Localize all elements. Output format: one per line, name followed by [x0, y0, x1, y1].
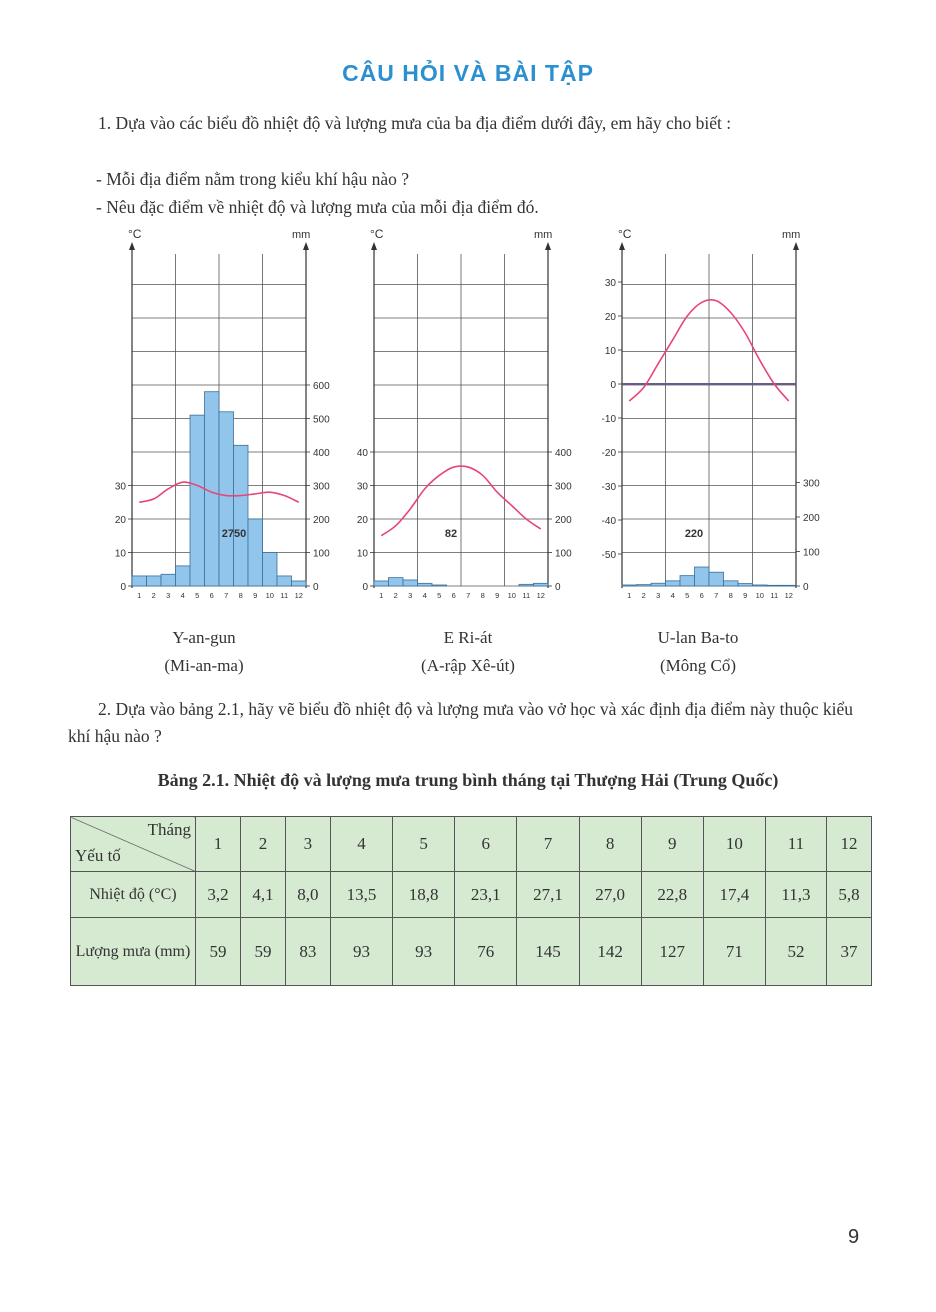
- left-unit-label: °C: [370, 227, 384, 241]
- month-header: 11: [766, 817, 827, 872]
- table-row-rainfall: [71, 918, 872, 986]
- table-cell: 37: [826, 918, 871, 986]
- month-tick-label: 7: [466, 591, 471, 600]
- rainfall-bar: [205, 392, 220, 586]
- left-axis-arrow: [371, 242, 377, 250]
- table-cell: 27,0: [579, 872, 641, 918]
- month-tick-label: 7: [224, 591, 229, 600]
- table-cell: 18,8: [393, 872, 455, 918]
- left-axis-arrow: [129, 242, 135, 250]
- question-1-bullet: - Mỗi địa điểm nằm trong kiểu khí hậu nào ?: [96, 169, 409, 189]
- month-header: 12: [826, 817, 871, 872]
- rainfall-bar: [695, 567, 710, 586]
- location-country: (Mi-an-ma): [164, 656, 244, 675]
- month-tick-label: 3: [656, 591, 661, 600]
- rainfall-bar: [534, 583, 549, 586]
- table-cell: 3,2: [196, 872, 241, 918]
- rain-tick-label: 100: [555, 548, 572, 560]
- rainfall-bar: [418, 583, 433, 586]
- temp-tick-label: 20: [114, 515, 126, 526]
- month-tick-label: 8: [238, 591, 243, 600]
- month-tick-label: 2: [151, 591, 156, 600]
- rainfall-bar: [622, 585, 637, 586]
- rainfall-bar: [190, 415, 205, 586]
- month-tick-label: 3: [408, 591, 413, 600]
- right-unit-label: mm: [292, 229, 311, 241]
- left-unit-label: °C: [128, 227, 142, 241]
- month-header: 6: [455, 817, 517, 872]
- table-cell: 76: [455, 918, 517, 986]
- month-tick-label: 5: [195, 591, 200, 600]
- section-title: CÂU HỎI VÀ BÀI TẬP: [342, 60, 594, 86]
- rain-tick-label: 200: [313, 515, 330, 526]
- rain-tick-label: 300: [555, 481, 572, 493]
- rain-tick-label: 100: [803, 547, 820, 559]
- month-header: 10: [703, 817, 765, 872]
- month-tick-label: 6: [699, 591, 704, 600]
- month-tick-label: 7: [714, 591, 719, 600]
- month-header: 3: [285, 817, 330, 872]
- question-2-text: 2. Dựa vào bảng 2.1, hãy vẽ biểu đồ nhiệt độ và lượng mưa vào vở học và xác định địa điểm này thuộc kiểu khí hậu nào ?: [68, 699, 854, 746]
- rainfall-bar: [724, 581, 739, 586]
- rainfall-bar: [292, 581, 307, 586]
- rain-tick-label: 400: [313, 448, 330, 459]
- month-header: 1: [196, 817, 241, 872]
- rainfall-bar: [782, 585, 797, 586]
- table-cell: 13,5: [330, 872, 392, 918]
- temp-tick-label: 10: [114, 548, 126, 560]
- rainfall-bar: [709, 572, 724, 586]
- month-header: 9: [641, 817, 703, 872]
- month-tick-label: 11: [770, 591, 779, 600]
- rainfall-bar: [147, 576, 162, 586]
- table-cell: 17,4: [703, 872, 765, 918]
- temp-tick-label: 0: [120, 582, 126, 593]
- right-axis-arrow: [303, 242, 309, 250]
- table-cell: 27,1: [517, 872, 579, 918]
- chart-location-riyadh: [368, 624, 568, 680]
- right-axis-arrow: [545, 242, 551, 250]
- month-tick-label: 10: [755, 591, 764, 600]
- month-tick-label: 6: [451, 591, 456, 600]
- month-tick-label: 1: [627, 591, 632, 600]
- table-cell: 93: [393, 918, 455, 986]
- table-cell: 127: [641, 918, 703, 986]
- month-header: 5: [393, 817, 455, 872]
- month-tick-label: 8: [480, 591, 485, 600]
- month-tick-label: 12: [536, 591, 545, 600]
- chart-location-ulaanbaatar: [598, 624, 798, 680]
- rainfall-bar: [637, 585, 652, 586]
- month-tick-label: 2: [393, 591, 398, 600]
- month-tick-label: 1: [137, 591, 142, 600]
- table-cell: 52: [766, 918, 827, 986]
- rainfall-bar: [519, 584, 534, 586]
- header-factor-label: Yếu tố: [75, 846, 121, 865]
- temp-tick-label: -30: [601, 482, 616, 493]
- month-tick-label: 12: [294, 591, 303, 600]
- temp-tick-label: 0: [362, 582, 368, 593]
- rain-tick-label: 200: [803, 513, 820, 524]
- rainfall-bar: [248, 519, 263, 586]
- month-tick-label: 1: [379, 591, 384, 600]
- temp-tick-label: -40: [601, 516, 616, 527]
- page-number: 9: [848, 1226, 860, 1248]
- rainfall-bar: [277, 576, 292, 586]
- chart-location-yangon: [104, 624, 304, 680]
- month-tick-label: 4: [422, 591, 427, 600]
- table-header-row: [71, 817, 872, 872]
- table-cell: 93: [330, 918, 392, 986]
- rainfall-bar: [132, 576, 147, 586]
- temp-tick-label: -50: [601, 550, 616, 561]
- row-label: Lượng mưa (mm): [71, 918, 196, 986]
- left-axis-arrow: [619, 242, 625, 250]
- rainfall-bar: [753, 585, 768, 586]
- location-country: (Mông Cổ): [659, 656, 737, 675]
- rain-tick-label: 0: [555, 582, 561, 593]
- temp-tick-label: 30: [114, 481, 126, 493]
- right-unit-label: mm: [782, 229, 801, 241]
- rain-tick-label: 300: [803, 478, 820, 490]
- table-cell: 4,1: [240, 872, 285, 918]
- rainfall-bar: [234, 445, 249, 586]
- rainfall-bar: [767, 585, 782, 586]
- rainfall-bar: [666, 581, 681, 586]
- rainfall-bar: [738, 584, 753, 586]
- rainfall-bar: [432, 585, 447, 586]
- right-unit-label: mm: [534, 229, 553, 241]
- climate-table: [70, 816, 872, 986]
- location-country: (A-rập Xê-út): [421, 656, 515, 675]
- month-header: 2: [240, 817, 285, 872]
- rainfall-bar: [651, 583, 666, 586]
- climate-chart-yangon: [114, 226, 330, 606]
- rain-tick-label: 100: [313, 548, 330, 560]
- rain-tick-label: 0: [313, 582, 319, 593]
- table-cell: 5,8: [826, 872, 871, 918]
- rainfall-bar: [176, 566, 191, 586]
- month-tick-label: 3: [166, 591, 171, 600]
- temp-tick-label: 20: [604, 312, 616, 323]
- rainfall-bar: [680, 576, 695, 586]
- temp-tick-label: 30: [356, 481, 368, 493]
- month-header: 4: [330, 817, 392, 872]
- temp-tick-label: -20: [601, 448, 616, 459]
- month-tick-label: 5: [685, 591, 690, 600]
- table-row-temperature: [71, 872, 872, 918]
- month-tick-label: 9: [495, 591, 500, 600]
- rain-tick-label: 600: [313, 381, 330, 392]
- annual-rainfall-label: 82: [444, 528, 458, 540]
- month-tick-label: 5: [437, 591, 442, 600]
- month-header: 8: [579, 817, 641, 872]
- month-tick-label: 11: [280, 591, 289, 600]
- table-cell: 8,0: [285, 872, 330, 918]
- temp-tick-label: 0: [610, 380, 616, 391]
- month-tick-label: 2: [641, 591, 646, 600]
- table-cell: 145: [517, 918, 579, 986]
- left-unit-label: °C: [618, 227, 632, 241]
- month-tick-label: 12: [784, 591, 793, 600]
- month-tick-label: 9: [253, 591, 258, 600]
- month-tick-label: 10: [507, 591, 516, 600]
- temp-tick-label: 20: [356, 515, 368, 526]
- rainfall-bar: [161, 574, 176, 586]
- rainfall-bar: [403, 580, 418, 586]
- table-cell: 142: [579, 918, 641, 986]
- location-name: E Ri-át: [443, 628, 493, 647]
- rain-tick-label: 400: [555, 448, 572, 459]
- month-tick-label: 10: [265, 591, 274, 600]
- table-cell: 23,1: [455, 872, 517, 918]
- table-caption: Bảng 2.1. Nhiệt độ và lượng mưa trung bình tháng tại Thượng Hải (Trung Quốc): [157, 770, 779, 790]
- rain-tick-label: 300: [313, 481, 330, 493]
- right-axis-arrow: [793, 242, 799, 250]
- table-cell: 83: [285, 918, 330, 986]
- header-month-label: Tháng: [147, 820, 191, 839]
- rainfall-bar: [374, 581, 389, 586]
- annual-rainfall-label: 2750: [221, 528, 247, 540]
- table-cell: 59: [240, 918, 285, 986]
- table-cell: 59: [196, 918, 241, 986]
- row-label: Nhiệt độ (°C): [71, 872, 196, 918]
- climate-chart-riyadh: [356, 226, 581, 606]
- rainfall-bar: [219, 412, 234, 586]
- month-tick-label: 6: [209, 591, 214, 600]
- table-corner-header: [71, 817, 196, 872]
- rainfall-bar: [263, 553, 278, 587]
- question-1-text: 1. Dựa vào các biểu đồ nhiệt độ và lượng mưa của ba địa điểm dưới đây, em hãy cho biết :: [98, 113, 732, 133]
- month-tick-label: 9: [743, 591, 748, 600]
- temp-tick-label: 10: [356, 548, 368, 560]
- month-tick-label: 4: [180, 591, 185, 600]
- month-tick-label: 8: [728, 591, 733, 600]
- temp-tick-label: 10: [604, 346, 616, 357]
- month-header: 7: [517, 817, 579, 872]
- temp-tick-label: 40: [356, 448, 368, 459]
- location-name: U-lan Ba-to: [657, 628, 739, 647]
- rain-tick-label: 200: [555, 515, 572, 526]
- table-cell: 22,8: [641, 872, 703, 918]
- temp-tick-label: -10: [601, 414, 616, 425]
- rain-tick-label: 0: [803, 582, 809, 593]
- climate-chart-ulaanbaatar: [598, 226, 823, 606]
- month-tick-label: 4: [670, 591, 675, 600]
- temp-tick-label: 30: [604, 278, 616, 289]
- table-cell: 11,3: [766, 872, 827, 918]
- rain-tick-label: 500: [313, 414, 330, 426]
- question-1-bullet: - Nêu đặc điểm về nhiệt độ và lượng mưa của mỗi địa điểm đó.: [96, 197, 539, 217]
- location-name: Y-an-gun: [172, 628, 236, 647]
- month-tick-label: 11: [522, 591, 531, 600]
- table-cell: 71: [703, 918, 765, 986]
- rainfall-bar: [389, 578, 404, 586]
- annual-rainfall-label: 220: [684, 528, 704, 540]
